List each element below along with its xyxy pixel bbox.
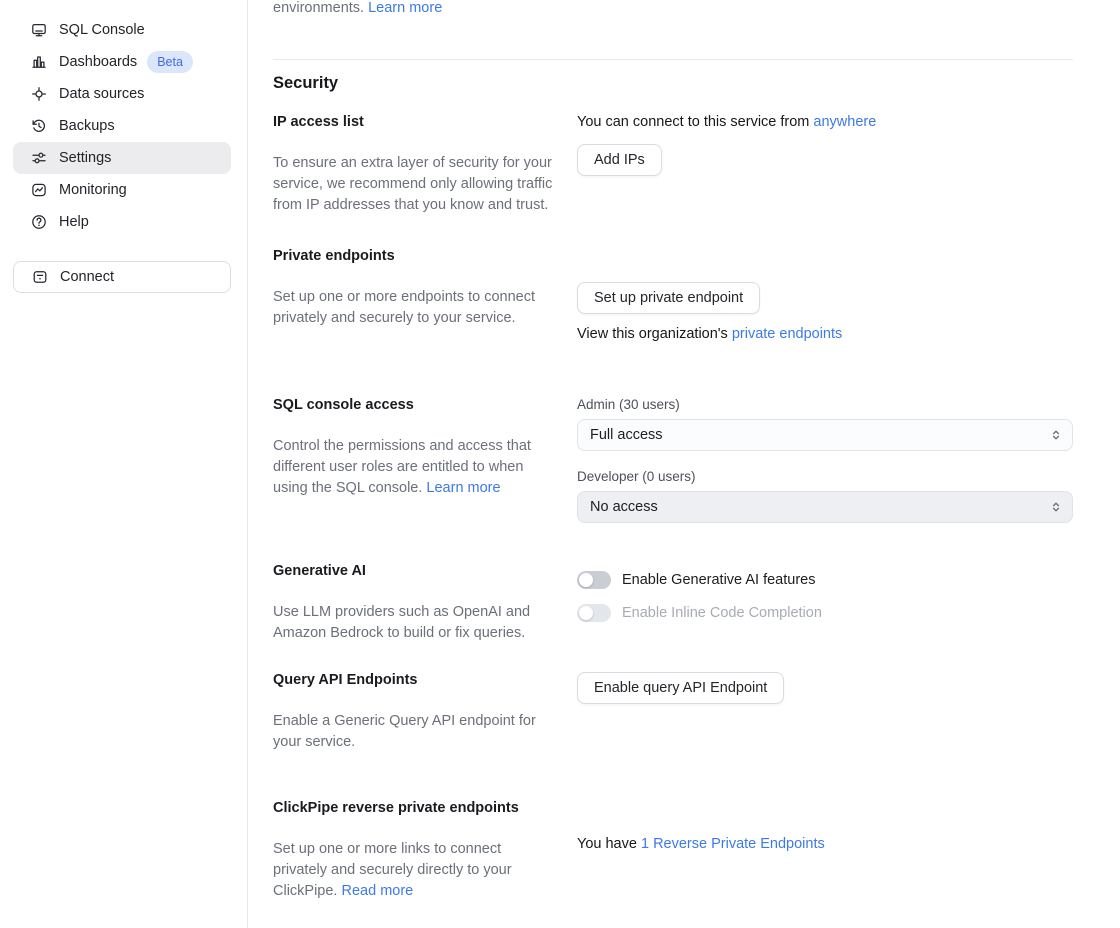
dashboards-icon [31,54,47,70]
sidebar-item-backups[interactable] [13,110,231,142]
developer-access-value: No access [590,499,658,515]
sidebar-item-label: SQL Console [59,22,145,38]
help-icon [31,214,47,230]
section-clickpipe-reverse-endpoints [273,800,1073,902]
enable-query-api-button[interactable]: Enable query API Endpoint [577,672,784,704]
chevron-up-down-icon [1049,500,1063,514]
sidebar-item-label: Dashboards [59,54,138,70]
sidebar-item-label: Settings [59,150,112,166]
add-ips-button[interactable]: Add IPs [577,144,662,176]
developer-access-select[interactable] [577,491,1073,523]
connect-button[interactable] [13,261,231,293]
section-divider [273,59,1073,60]
clickpipe-description [273,839,559,902]
view-private-endpoints-line [577,326,1073,343]
admin-access-field [577,397,1073,451]
ip-access-status [577,114,1073,131]
sql-access-text: Control the permissions and access that different user roles are entitled to when using the SQL console. [273,438,531,496]
section-ip-access-list [273,114,1073,216]
sidebar-item-dashboards[interactable] [13,46,231,78]
monitoring-icon [31,182,47,198]
clickpipe-text: Set up one or more links to connect privately and securely directly to your ClickPipe. [273,841,512,899]
ip-status-text: You can connect to this service from [577,114,810,130]
clickpipe-title: ClickPipe reverse private endpoints [273,800,519,816]
private-endpoints-link[interactable]: private endpoints [731,326,843,342]
section-private-endpoints [273,248,1073,343]
sidebar-item-monitoring[interactable] [13,174,231,206]
sidebar-item-sql-console[interactable] [13,14,231,46]
setup-private-endpoint-button[interactable]: Set up private endpoint [577,282,760,314]
data-sources-icon [31,86,47,102]
section-generative-ai [273,563,1073,644]
generative-ai-title: Generative AI [273,563,366,579]
section-sql-console-access [273,397,1073,523]
sidebar-item-settings[interactable] [13,142,231,174]
developer-access-field [577,469,1073,523]
beta-badge: Beta [147,51,193,73]
security-heading: Security [273,74,339,92]
generative-ai-toggle-row [577,571,1073,589]
settings-icon [31,150,47,166]
generative-ai-toggle[interactable] [577,571,611,589]
private-endpoints-title: Private endpoints [273,248,395,264]
connect-button-label: Connect [60,269,115,285]
admin-access-value: Full access [590,427,663,443]
sidebar-item-help[interactable] [13,206,231,238]
ip-access-description: To ensure an extra layer of security for your service, we recommend only allowing traffic from IP addresses that you know and trust. [273,155,553,213]
chevron-up-down-icon [1049,428,1063,442]
partial-text: environments. [273,0,365,16]
sql-learn-more-link[interactable]: Learn more [426,480,501,496]
sidebar [0,0,248,928]
sql-access-description [273,436,559,499]
backups-icon [31,118,47,134]
learn-more-link[interactable]: Learn more [368,0,443,16]
private-endpoints-description: Set up one or more endpoints to connect privately and securely to your service. [273,289,535,326]
view-text: View this organization's [577,326,728,342]
sidebar-item-label: Backups [59,118,115,134]
ip-access-title: IP access list [273,114,364,130]
sidebar-item-label: Help [59,214,89,230]
query-api-description: Enable a Generic Query API endpoint for your service. [273,713,536,750]
you-have-text: You have [577,836,637,852]
generative-ai-toggle-label: Enable Generative AI features [622,572,816,588]
sidebar-item-label: Data sources [59,86,145,102]
inline-completion-toggle[interactable] [577,604,611,622]
read-more-link[interactable]: Read more [341,883,414,899]
sidebar-item-label: Monitoring [59,182,127,198]
connect-icon [32,269,48,285]
admin-access-select[interactable] [577,419,1073,451]
admin-users-label: Admin (30 users) [577,397,680,412]
anywhere-link[interactable]: anywhere [813,114,877,130]
section-query-api-endpoints [273,672,1073,753]
settings-content [248,0,1120,928]
reverse-endpoints-status [577,836,1073,853]
reverse-private-endpoints-link[interactable]: 1 Reverse Private Endpoints [640,836,825,852]
inline-completion-toggle-label: Enable Inline Code Completion [622,605,822,621]
previous-section-tail [273,0,1073,18]
query-api-title: Query API Endpoints [273,672,418,688]
generative-ai-description: Use LLM providers such as OpenAI and Amazon Bedrock to build or fix queries. [273,604,531,641]
developer-users-label: Developer (0 users) [577,469,696,484]
sql-console-icon [31,22,47,38]
inline-completion-toggle-row [577,604,1073,622]
sidebar-item-data-sources[interactable] [13,78,231,110]
sql-access-title: SQL console access [273,397,414,413]
